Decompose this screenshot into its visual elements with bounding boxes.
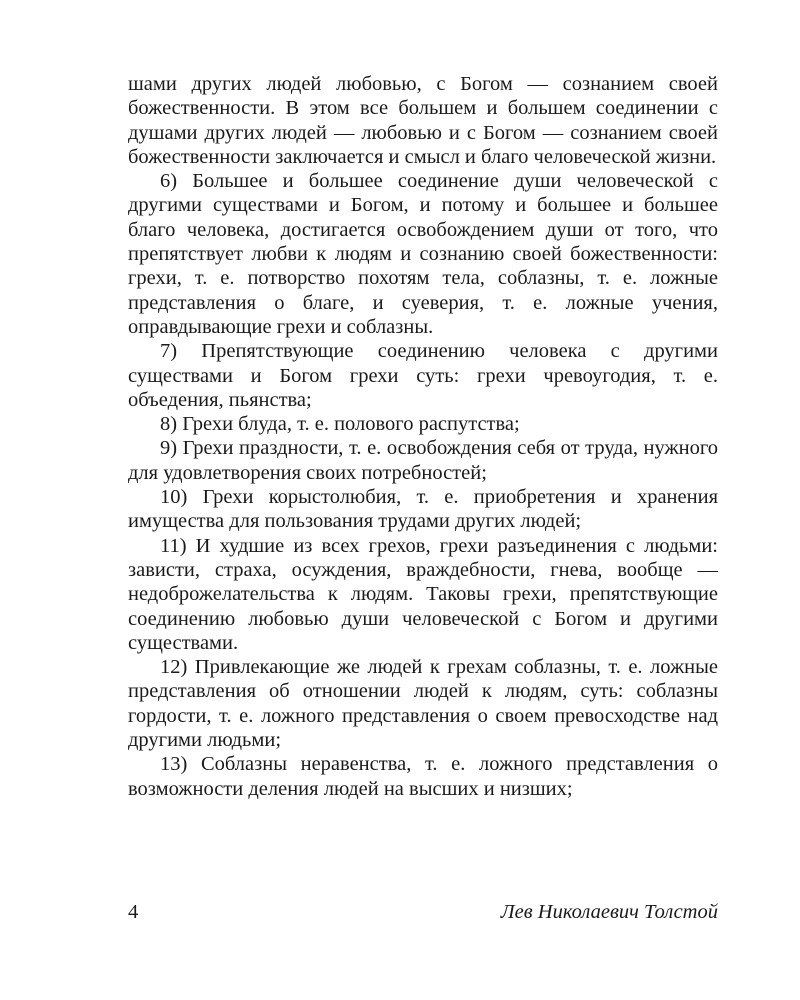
- paragraph-13: 13) Соблазны неравенства, т. е. ложного представления о возможности деления людей на высших и низших;: [128, 753, 718, 800]
- paragraph-7: 7) Препятствующие соединению человека с другими существами и Богом грехи суть: грехи чревоугодия, т. е. объедения, пьянства;: [128, 340, 718, 411]
- paragraph-12: 12) Привлекающие же людей к грехам соблазны, т. е. ложные представления об отношении людей к людям, суть: соблазны гордости, т. е. ложного представления о своем превосходстве над другими людьми;: [128, 656, 718, 752]
- paragraph-9: 9) Грехи праздности, т. е. освобождения себя от труда, нужного для удовлетворения своих потребностей;: [128, 437, 718, 484]
- paragraph-8: 8) Грехи блуда, т. е. полового распутства;: [160, 413, 520, 436]
- paragraph-6: 6) Большее и большее соединение души человеческой с другими существами и Богом, и потому и большее и большее благо человека, достигается освобождением души от того, что препятствует любви к людям и сознанию своей божественности: грехи, т. е. потворство похотям тела, соблазны, т. е. ложные представления о благе, и суеверия, т. е. ложные учения, оправдывающие грехи и соблазны.: [128, 170, 718, 338]
- running-author: Лев Николаевич Толстой: [500, 901, 718, 923]
- page-number: 4: [128, 901, 139, 923]
- paragraph-10: 10) Грехи корыстолюбия, т. е. приобретения и хранения имущества для пользования трудами других людей;: [128, 486, 718, 533]
- page-body: [128, 72, 718, 801]
- paragraph-continuation: шами других людей любовью, с Богом — сознанием своей божественности. В этом все большем и большем соединении с душами других людей — любовью и с Богом — сознанием своей божественности заключается и смысл и благо человеческой жизни.: [128, 73, 718, 168]
- page-footer: [128, 899, 718, 925]
- paragraph-11: 11) И худшие из всех грехов, грехи разъединения с людьми: зависти, страха, осуждения, враждебности, гнева, вообще — недоброжелательства к людям. Таковы грехи, препятствующие соединению любовью души человеческой с Богом и другими существами.: [128, 534, 718, 654]
